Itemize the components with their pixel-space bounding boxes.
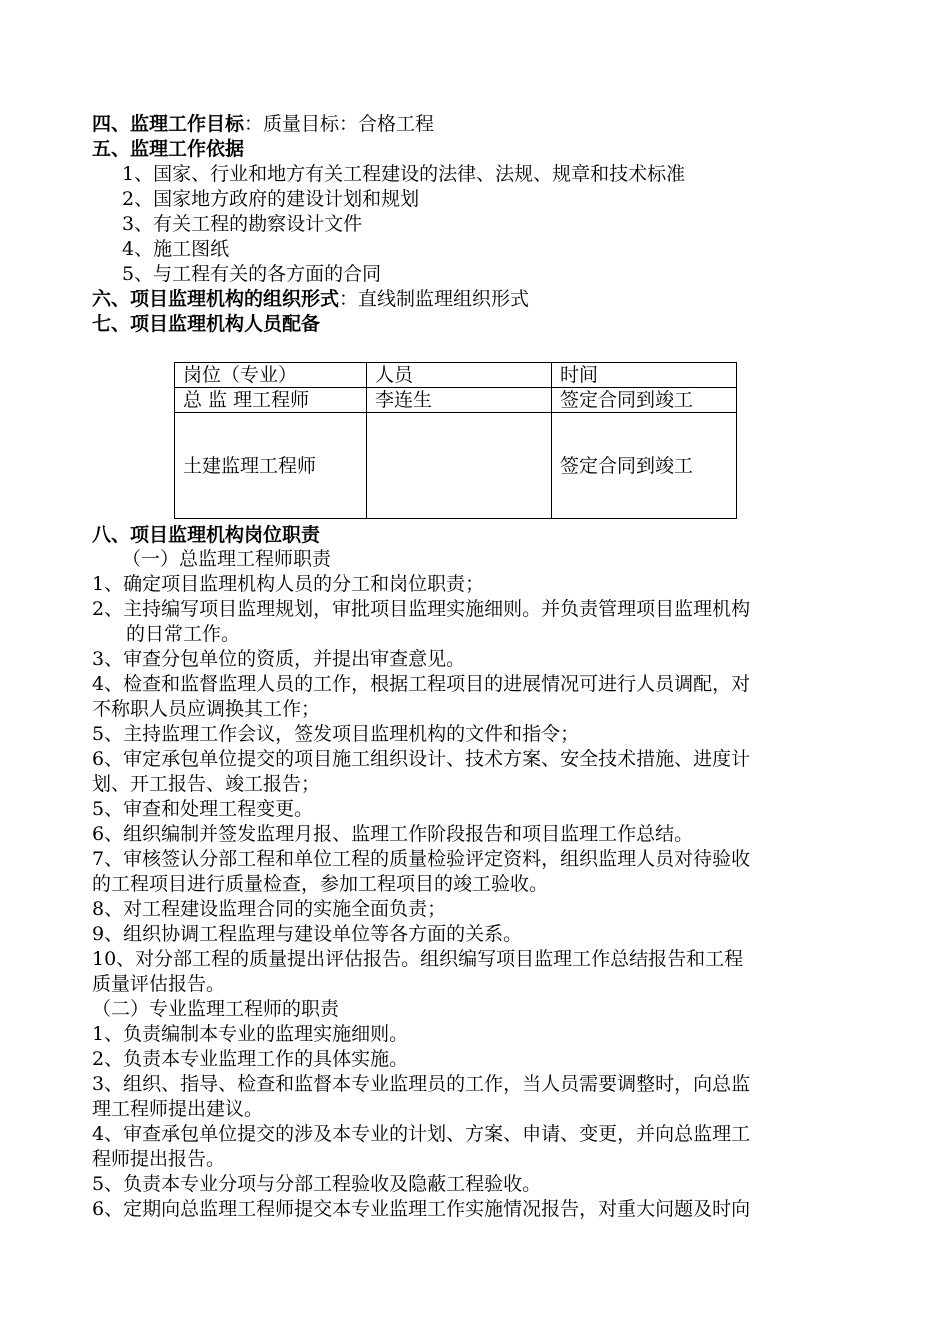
duty-line: 10、对分部工程的质量提出评估报告。组织编写项目监理工作总结报告和工程	[92, 948, 744, 970]
duty-line: 4、检查和监督监理人员的工作，根据工程项目的进展情况可进行人员调配，对	[92, 673, 751, 695]
duty-line: 3、审查分包单位的资质，并提出审查意见。	[92, 648, 466, 670]
section-7-title: 七、项目监理机构人员配备	[92, 313, 321, 335]
section-6-title: 六、项目监理机构的组织形式	[92, 288, 340, 310]
basis-item-5: 5、与工程有关的各方面的合同	[122, 263, 382, 285]
duty-line: 9、组织协调工程监理与建设单位等各方面的关系。	[92, 923, 523, 945]
duty-line: 3、组织、指导、检查和监督本专业监理员的工作，当人员需要调整时，向总监	[92, 1073, 751, 1095]
table-row	[175, 413, 737, 519]
subsection-2-title: （二）专业监理工程师的职责	[92, 998, 340, 1020]
basis-item-3: 3、有关工程的勘察设计文件	[122, 213, 363, 235]
basis-item-1: 1、国家、行业和地方有关工程建设的法律、法规、规章和技术标准	[122, 163, 686, 185]
duty-line: 1、负责编制本专业的监理实施细则。	[92, 1023, 409, 1045]
subsection-1-title: （一）总监理工程师职责	[122, 548, 332, 570]
duty-line: 2、负责本专业监理工作的具体实施。	[92, 1048, 409, 1070]
basis-item-2: 2、国家地方政府的建设计划和规划	[122, 188, 420, 210]
section-4-title: 四、监理工作目标	[92, 113, 245, 135]
duty-line: 的工程项目进行质量检查，参加工程项目的竣工验收。	[92, 873, 549, 895]
basis-item-4: 4、施工图纸	[122, 238, 230, 260]
duty-line: 6、审定承包单位提交的项目施工组织设计、技术方案、安全技术措施、进度计	[92, 748, 751, 770]
duty-line: 划、开工报告、竣工报告；	[92, 773, 321, 795]
row1-person: 李连生	[367, 388, 552, 413]
section-4-line	[92, 112, 434, 136]
duty-line: 5、审查和处理工程变更。	[92, 798, 314, 820]
row2-position: 土建监理工程师	[175, 413, 367, 519]
duty-line: 8、对工程建设监理合同的实施全面负责；	[92, 898, 447, 920]
section-5-title: 五、监理工作依据	[92, 138, 245, 160]
section-6-line	[92, 287, 529, 311]
duty-line: 6、组织编制并签发监理月报、监理工作阶段报告和项目监理工作总结。	[92, 823, 694, 845]
header-time: 时间	[552, 363, 737, 388]
duty-line: 不称职人员应调换其工作；	[92, 698, 321, 720]
duty-line: 理工程师提出建议。	[92, 1098, 264, 1120]
duty-line: 1、确定项目监理机构人员的分工和岗位职责；	[92, 573, 485, 595]
duty-line: 6、定期向总监理工程师提交本专业监理工作实施情况报告，对重大问题及时向	[92, 1198, 751, 1220]
row2-time: 签定合同到竣工	[552, 413, 737, 519]
duty-line: 2、主持编写项目监理规划，审批项目监理实施细则。并负责管理项目监理机构	[92, 598, 751, 620]
row1-position: 总 监 理工程师	[175, 388, 367, 413]
table-row	[175, 388, 737, 413]
section-4-text: ：质量目标：合格工程	[244, 113, 435, 135]
duty-line: 质量评估报告。	[92, 973, 226, 995]
section-6-text: ：直线制监理组织形式	[339, 288, 530, 310]
duty-line: 程师提出报告。	[92, 1148, 226, 1170]
section-8-title: 八、项目监理机构岗位职责	[92, 524, 321, 546]
duty-line: 5、负责本专业分项与分部工程验收及隐蔽工程验收。	[92, 1173, 542, 1195]
table-header-row	[175, 363, 737, 388]
staffing-table	[174, 362, 737, 519]
row2-person	[367, 413, 552, 519]
duty-line: 7、审核签认分部工程和单位工程的质量检验评定资料，组织监理人员对待验收	[92, 848, 751, 870]
header-person: 人员	[367, 363, 552, 388]
duty-line: 4、审查承包单位提交的涉及本专业的计划、方案、申请、变更，并向总监理工	[92, 1123, 751, 1145]
duty-line: 5、主持监理工作会议，签发项目监理机构的文件和指令；	[92, 723, 580, 745]
row1-time: 签定合同到竣工	[552, 388, 737, 413]
duty-line: 的日常工作。	[126, 623, 241, 645]
header-position: 岗位（专业）	[175, 363, 367, 388]
